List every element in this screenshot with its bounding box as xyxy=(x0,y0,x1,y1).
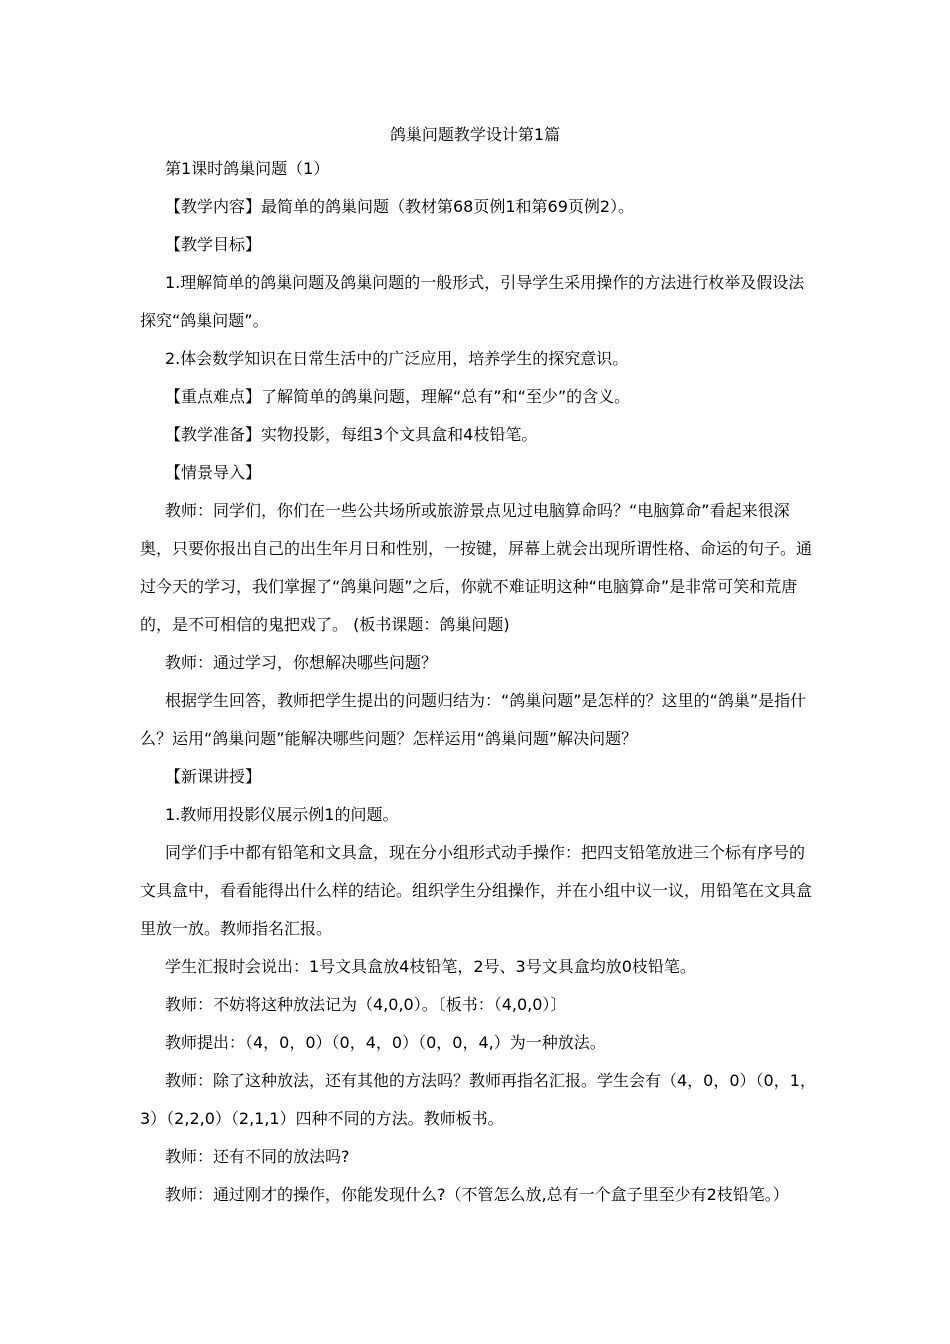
paragraph-other-methods: 教师：除了这种放法，还有其他的方法吗？教师再指名汇报。学生会有（4，0，0）（0，1，3）（2,2,0）（2,1,1）四种不同的方法。教师板书。 xyxy=(140,1071,816,1128)
paragraph-intro-dialogue: 教师：同学们，你们在一些公共场所或旅游景点见过电脑算命吗？“电脑算命”看起来很深奥，只要你报出自己的出生年月日和性别，一按键，屏幕上就会出现所谓性格、命运的句子。通过今天的学习，我们掌握了“鸽巢问题”之后，你就不难证明这种“电脑算命”是非常可笑和荒唐的，是不可相信的鬼把戏了。 (板书课题：鸽巢问题) xyxy=(140,501,813,634)
section-heading-new-lesson: 【新课讲授】 xyxy=(165,767,262,786)
paragraph-notation: 教师：不妨将这种放法记为（4,0,0）。〔板书：（4,0,0）〕 xyxy=(165,995,567,1014)
paragraph-group-activity: 同学们手中都有铅笔和文具盒，现在分小组形式动手操作：把四支铅笔放进三个标有序号的文具盒中，看看能得出什么样的结论。组织学生分组操作，并在小组中议一议，用铅笔在文具盒里放一放。教师指名汇报。 xyxy=(140,843,813,938)
paragraph-student-report: 学生汇报时会说出：1号文具盒放4枝铅笔，2号、3号文具盒均放0枝铅笔。 xyxy=(165,957,696,976)
paragraph-teacher-question: 教师：通过学习，你想解决哪些问题？ xyxy=(165,653,438,672)
section-heading-introduction: 【情景导入】 xyxy=(165,463,262,482)
paragraph-key-points: 【重点难点】了解简单的鸽巢问题，理解“总有”和“至少”的含义。 xyxy=(165,387,631,406)
lesson-heading: 第1课时鸽巢问题（1） xyxy=(165,159,330,178)
paragraph-goal-2: 2.体会数学知识在日常生活中的广泛应用，培养学生的探究意识。 xyxy=(165,349,629,368)
paragraph-example-1: 1.教师用投影仪展示例1的问题。 xyxy=(165,805,399,824)
document-body xyxy=(140,150,820,1214)
paragraph-teaching-content: 【教学内容】最简单的鸽巢问题（教材第68页例1和第69页例2）。 xyxy=(165,197,635,216)
paragraph-conclusion: 教师：通过刚才的操作，你能发现什么?（不管怎么放,总有一个盒子里至少有2枝铅笔。） xyxy=(165,1185,789,1204)
paragraph-goal-1: 1.理解简单的鸽巢问题及鸽巢问题的一般形式，引导学生采用操作的方法进行枚举及假设法探究“鸽巢问题”。 xyxy=(140,273,805,330)
section-heading-teaching-goals: 【教学目标】 xyxy=(165,235,262,254)
document-title: 鸽巢问题教学设计第1篇 xyxy=(389,125,561,144)
paragraph-question-summary: 根据学生回答，教师把学生提出的问题归结为：“鸽巢问题”是怎样的？这里的“鸽巢”是指什么？运用“鸽巢问题”能解决哪些问题？怎样运用“鸽巢问题”解决问题？ xyxy=(140,691,807,748)
paragraph-different-methods: 教师：还有不同的放法吗? xyxy=(165,1147,350,1166)
paragraph-teacher-proposal: 教师提出：（4，0，0）（0，4，0）（0，0，4,）为一种放法。 xyxy=(165,1033,606,1052)
paragraph-preparation: 【教学准备】实物投影，每组3个文具盒和4枝铅笔。 xyxy=(165,425,538,444)
